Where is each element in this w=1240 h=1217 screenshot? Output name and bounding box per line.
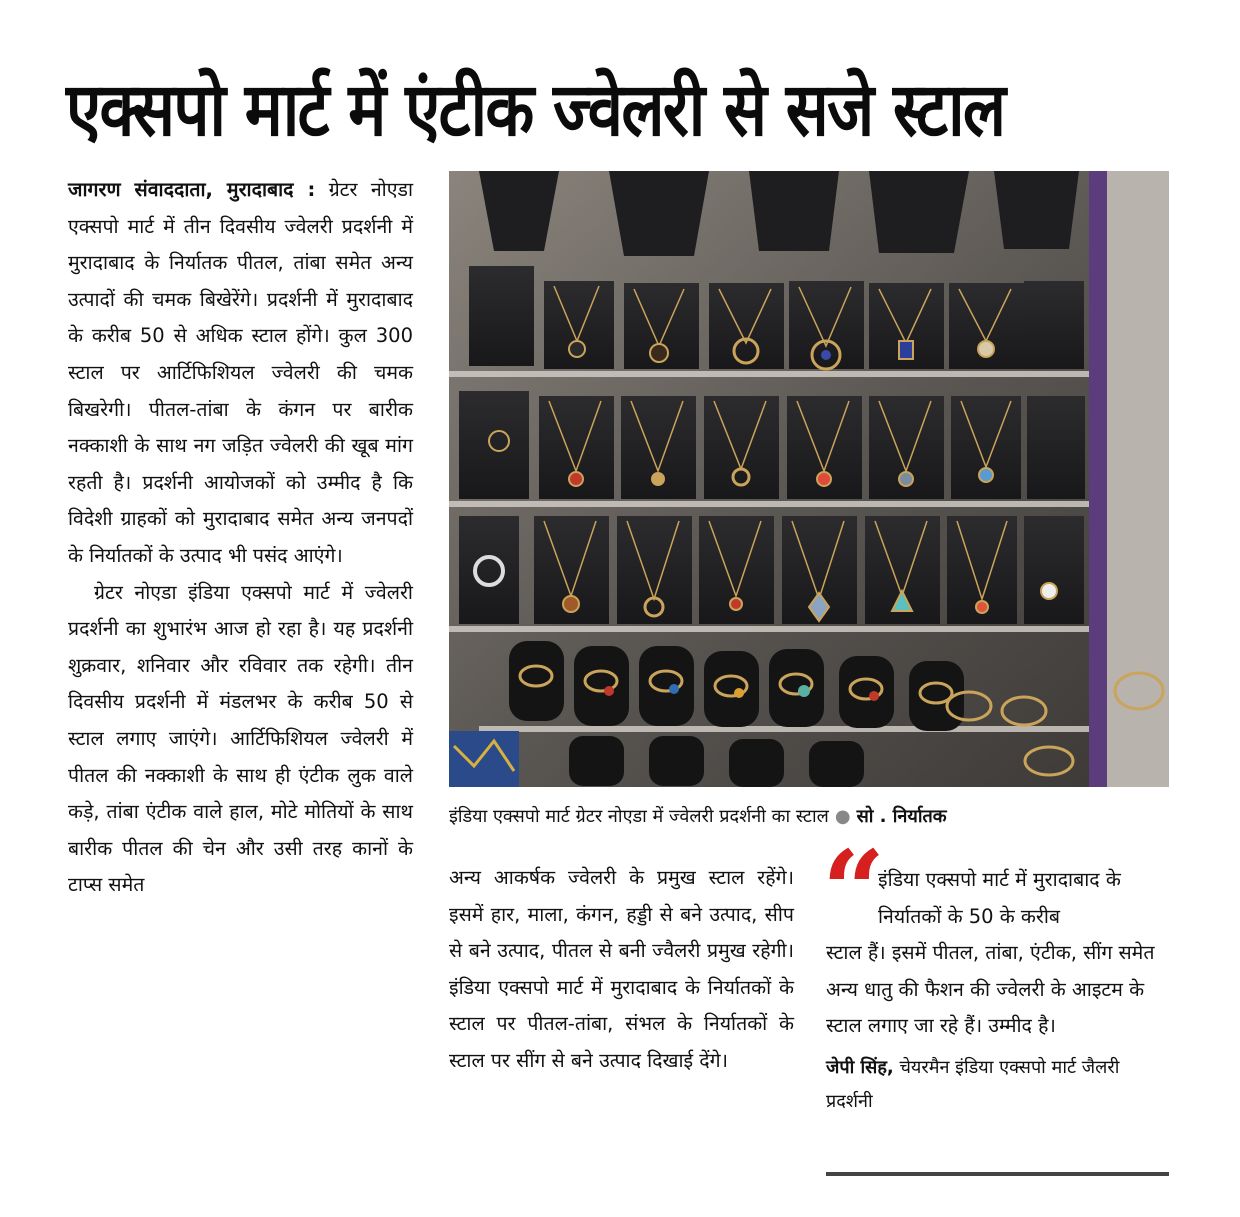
article-paragraph: ग्रेटर नोएडा इंडिया एक्सपो मार्ट में ज्वेलरी प्रदर्शनी का शुभारंभ आज हो रहा है। यह प्रदर्शनी शुक्रवार, शनिवार और रविवार तक रहेगी। तीन दिवसीय प्रदर्शनी में मंडलभर के करीब 50 से स्टाल लगाए जाएंगे। आर्टिफिशियल ज्वेलरी में पीतल की नक्काशी के साथ ही एंटीक लुक वाले कड़े, तांबा एंटीक वाले हाल, मोटे मोतियों के साथ बारीक पीतल की चेन और उसी तरह कानों के टाप्स समेत	[68, 580, 413, 897]
caption-text: इंडिया एक्सपो मार्ट ग्रेटर नोएडा में ज्वेलरी प्रदर्शनी का स्टाल	[449, 806, 829, 827]
article-paragraph	[68, 172, 413, 575]
photo-caption	[449, 800, 1169, 834]
quote-divider	[826, 1172, 1169, 1176]
bullet-icon: ●	[834, 806, 851, 827]
article-left-column	[68, 172, 413, 904]
jewelry-stall-photo	[449, 171, 1169, 787]
article-middle-column: अन्य आकर्षक ज्वेलरी के प्रमुख स्टाल रहेंगे। इसमें हार, माला, कंगन, हड्डी से बने उत्पाद, सीप से बने उत्पाद, पीतल से बनी ज्वैलरी प्रमुख रहेगी। इंडिया एक्सपो मार्ट में मुरादाबाद के निर्यातकों के स्टाल पर पीतल-तांबा, संभल के निर्यातकों के स्टाल पर सींग से बने उत्पाद दिखाई देंगे।	[449, 866, 794, 1072]
quote-author-title: चेयरमैन इंडिया एक्सपो मार्ट जैलरी प्रदर्शनी	[826, 1056, 1120, 1112]
pull-quote	[822, 826, 1169, 1119]
photo-credit: सो . निर्यातक	[856, 806, 947, 827]
quote-author-name: जेपी सिंह,	[826, 1056, 894, 1078]
quote-rest: स्टाल हैं। इसमें पीतल, तांबा, एंटीक, सींग समेत अन्य धातु की फैशन की ज्वेलरी के आइटम के स्टाल लगाए जा रहे हैं। उम्मीद है।	[826, 941, 1155, 1037]
byline: जागरण संवाददाता, मुरादाबाद :	[68, 178, 316, 201]
quote-lead: इंडिया एक्सपो मार्ट में मुरादाबाद के निर्यातकों के 50 के करीब	[878, 868, 1121, 928]
quote-mark-icon: “	[822, 826, 886, 955]
headline: एक्सपो मार्ट में एंटीक ज्वेलरी से सजे स्टाल	[66, 67, 1005, 153]
paragraph-body: ग्रेटर नोएडा एक्सपो मार्ट में तीन दिवसीय ज्वेलरी प्रदर्शनी में मुरादाबाद के निर्यातक पीतल, तांबा समेत अन्य उत्पादों की चमक बिखेरेंगे। प्रदर्शनी में मुरादाबाद के करीब 50 से अधिक स्टाल होंगे। कुल 300 स्टाल पर आर्टिफिशियल ज्वेलरी की चमक बिखरेगी। पीतल-तांबा के कंगन पर बारीक नक्काशी के साथ नग जड़ित ज्वेलरी की खूब मांग रहती है। प्रदर्शनी आयोजकों को उम्मीद है कि विदेशी ग्राहकों को मुरादाबाद समेत अन्य जनपदों के निर्यातकों के उत्पाद भी पसंद आएंगे।	[68, 178, 414, 567]
jewelry-display-image	[449, 171, 1169, 787]
quote-author	[826, 1051, 1169, 1119]
